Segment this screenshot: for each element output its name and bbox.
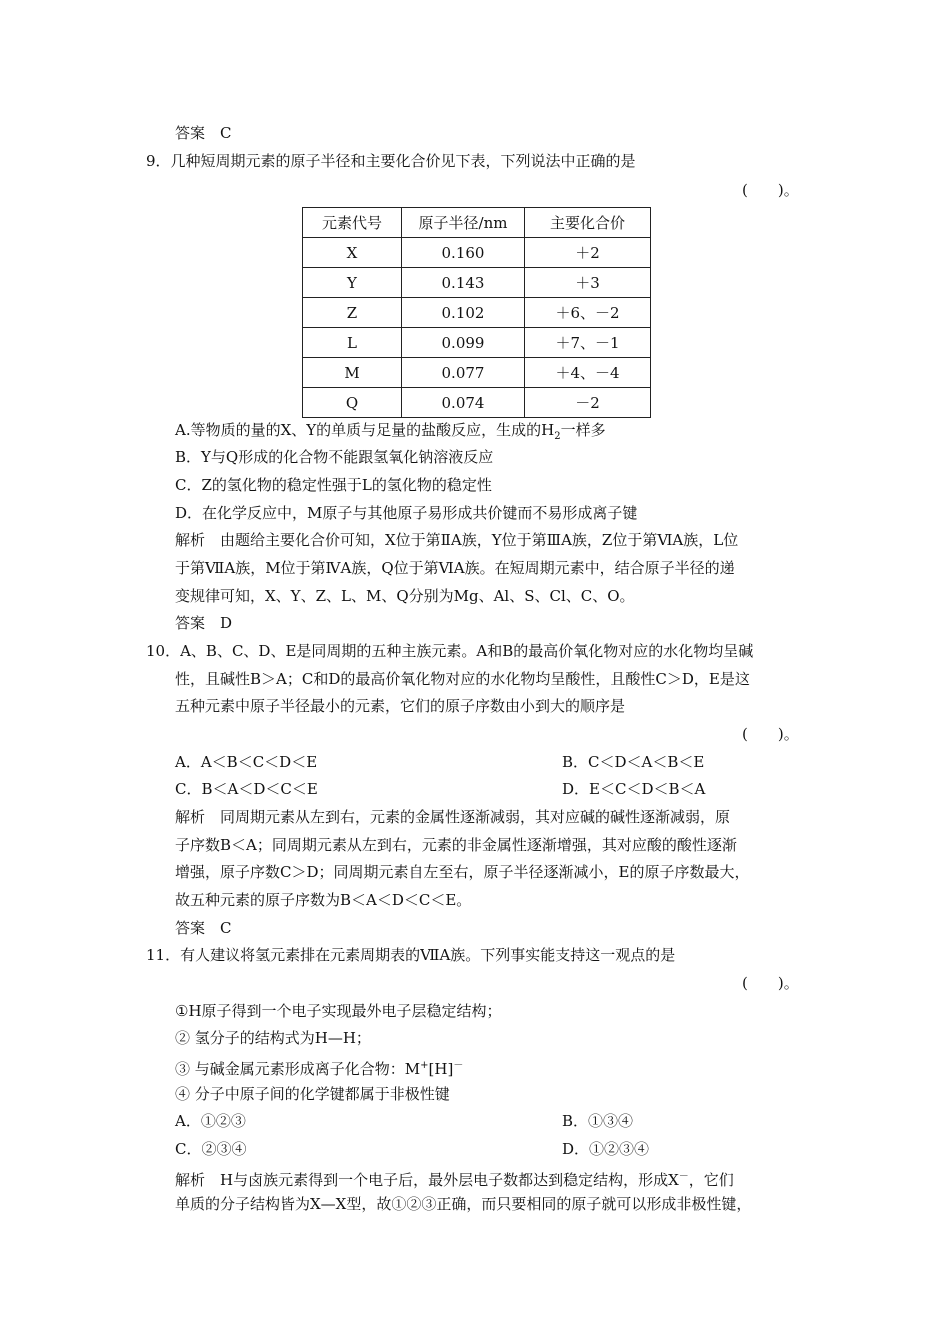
- q9-option-b: B．Y与Q形成的化合物不能跟氢氧化钠溶液反应: [175, 448, 494, 466]
- q10-answer-bracket: ( )。: [742, 725, 799, 743]
- q10-analysis-line: 子序数B＜A；同周期元素从左到右，元素的非金属性逐渐增强，其对应酸的酸性逐渐: [175, 836, 737, 854]
- table-row: [303, 298, 651, 328]
- table-row: [303, 358, 651, 388]
- table-cell: 0.102: [402, 298, 525, 328]
- table-header: 元素代号: [303, 208, 402, 238]
- q11-option-b: B．①③④: [562, 1112, 634, 1130]
- q10-option-b: B．C＜D＜A＜B＜E: [562, 753, 705, 771]
- q11-option-c: C．②③④: [175, 1140, 247, 1158]
- q11-option-a: A．①②③: [175, 1112, 246, 1130]
- q10-answer: 答案 C: [175, 919, 232, 937]
- table-cell: L: [303, 328, 402, 358]
- q9-option-a: [175, 420, 606, 447]
- table-cell: －2: [525, 388, 651, 418]
- q11-analysis-text: 解析 H与卤族元素得到一个电子后，最外层电子数都达到稳定结构，形成X: [175, 1171, 679, 1189]
- table-row: [303, 388, 651, 418]
- table-cell: ＋6、－2: [525, 298, 651, 328]
- q9-option-d: D．在化学反应中，M原子与其他原子易形成共价键而不易形成离子键: [175, 504, 638, 522]
- superscript: +: [420, 1060, 429, 1071]
- table-cell: 0.077: [402, 358, 525, 388]
- table-header: 原子半径/nm: [402, 208, 525, 238]
- q10-stem: 10．A、B、C、D、E是同周期的五种主族元素。A和B的最高价氧化物对应的水化物均呈碱: [146, 642, 754, 660]
- table-cell: 0.099: [402, 328, 525, 358]
- q10-stem: 五种元素中原子半径最小的元素，它们的原子序数由小到大的顺序是: [175, 697, 626, 715]
- table-cell: Y: [303, 268, 402, 298]
- superscript: －: [453, 1060, 464, 1071]
- q10-stem: 性，且碱性B＞A；C和D的最高价氧化物对应的水化物均呈酸性，且酸性C＞D，E是这: [175, 670, 750, 688]
- table-cell: Q: [303, 388, 402, 418]
- table-cell: Z: [303, 298, 402, 328]
- q11-analysis-line: 单质的分子结构皆为X—X型，故①②③正确，而只要相同的原子就可以形成非极性键，: [175, 1195, 752, 1213]
- q10-analysis-line: 故五种元素的原子序数为B＜A＜D＜C＜E。: [175, 891, 472, 909]
- q11-item-3: [175, 1056, 463, 1079]
- q11-answer-bracket: ( )。: [742, 974, 799, 992]
- q9-answer: 答案 D: [175, 614, 233, 632]
- element-table: [302, 207, 651, 418]
- superscript: －: [678, 1171, 689, 1182]
- table-cell: 0.074: [402, 388, 525, 418]
- table-header: 主要化合价: [525, 208, 651, 238]
- table-cell: X: [303, 238, 402, 268]
- q9-option-a-text: A.等物质的量的X、Y的单质与足量的盐酸反应，生成的H: [175, 421, 555, 439]
- q11-analysis-tail: ，它们: [688, 1171, 734, 1189]
- table-cell: ＋7、－1: [525, 328, 651, 358]
- table-cell: ＋4、－4: [525, 358, 651, 388]
- q9-analysis-line: 于第ⅦA族，M位于第ⅣA族，Q位于第ⅥA族。在短周期元素中，结合原子半径的递: [175, 559, 735, 577]
- table-header-row: [303, 208, 651, 238]
- q10-option-d: D．E＜C＜D＜B＜A: [562, 780, 706, 798]
- q11-analysis-line: [175, 1167, 734, 1190]
- q11-option-d: D．①②③④: [562, 1140, 650, 1158]
- q9-analysis-line: 变规律可知，X、Y、Z、L、M、Q分别为Mg、Al、S、Cl、C、O。: [175, 587, 635, 605]
- table-cell: M: [303, 358, 402, 388]
- q11-item-3-text: ③ 与碱金属元素形成离子化合物：M: [175, 1060, 421, 1078]
- table-row: [303, 328, 651, 358]
- q9-stem: 9．几种短周期元素的原子半径和主要化合价见下表，下列说法中正确的是: [146, 152, 636, 170]
- q10-analysis-line: 解析 同周期元素从左到右，元素的金属性逐渐减弱，其对应碱的碱性逐渐减弱，原: [175, 808, 731, 826]
- q11-item-4: ④ 分子中原子间的化学键都属于非极性键: [175, 1085, 450, 1103]
- q11-stem: 11．有人建议将氢元素排在元素周期表的ⅦA族。下列事实能支持这一观点的是: [146, 946, 676, 964]
- q9-answer-bracket: ( )。: [742, 181, 799, 199]
- q8-answer: 答案 C: [175, 124, 232, 142]
- q10-option-c: C．B＜A＜D＜C＜E: [175, 780, 318, 798]
- table-cell: ＋2: [525, 238, 651, 268]
- table-cell: ＋3: [525, 268, 651, 298]
- q10-analysis-line: 增强，原子序数C＞D；同周期元素自左至右，原子半径逐渐减小，E的原子序数最大，: [175, 863, 750, 881]
- q9-option-c: C．Z的氢化物的稳定性强于L的氢化物的稳定性: [175, 476, 492, 494]
- table-cell: 0.143: [402, 268, 525, 298]
- q11-item-2: ② 氢分子的结构式为H—H；: [175, 1029, 371, 1047]
- q9-option-a-tail: 一样多: [560, 421, 606, 439]
- q10-option-a: A．A＜B＜C＜D＜E: [175, 753, 318, 771]
- q11-item-1: ①H原子得到一个电子实现最外电子层稳定结构；: [175, 1002, 502, 1020]
- q11-item-3-hydride: [H]: [428, 1060, 454, 1078]
- table-row: [303, 268, 651, 298]
- q9-analysis-line: 解析 由题给主要化合价可知，X位于第ⅡA族，Y位于第ⅢA族，Z位于第ⅥA族，L位: [175, 531, 739, 549]
- table-row: [303, 238, 651, 268]
- subscript: 2: [554, 431, 561, 442]
- table-cell: 0.160: [402, 238, 525, 268]
